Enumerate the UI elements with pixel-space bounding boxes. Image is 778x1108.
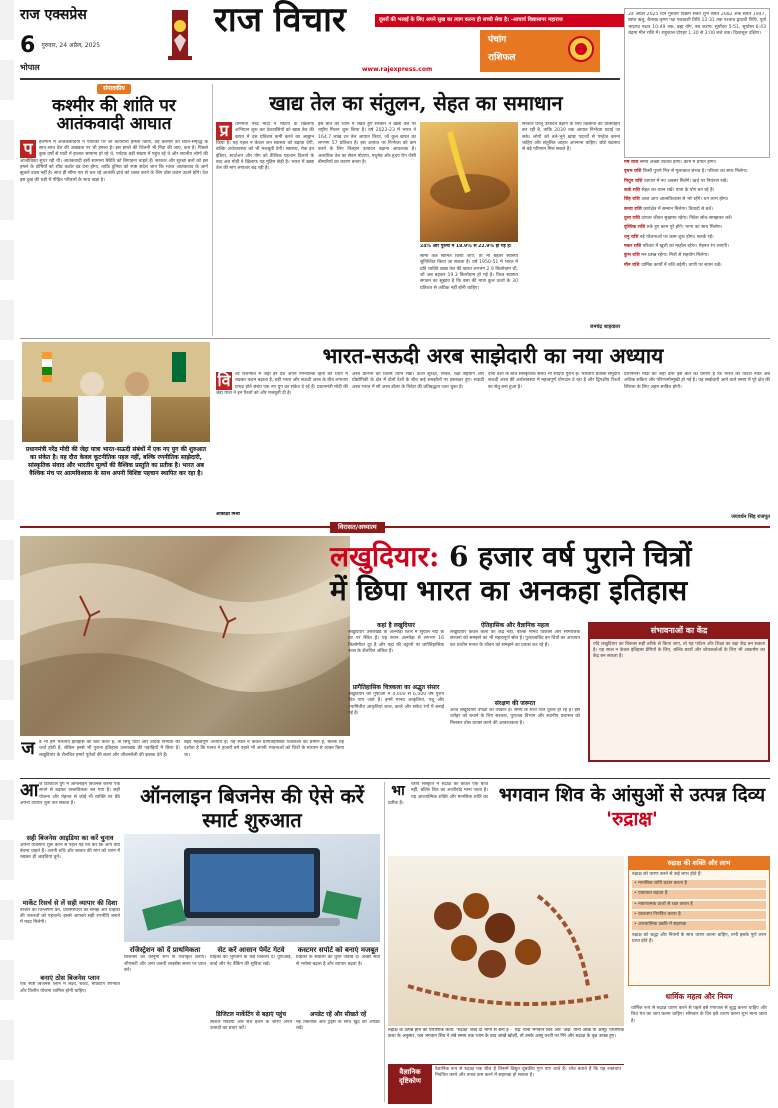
business-card3: कस्टमर सपोर्ट को बनाएं मजबूत ग्राहकों के सवालों का तुरंत जवाब दें। अच्छी सेवा से भरोसा बढ़ता है और व्यापार बढ़ता है। अपडेट रहें और सीखते रहें नई तकनीक और ट्रेंड्स के साथ खुद को अपडेट रखें। — [296, 946, 380, 1031]
saudi-byline: आकांक्षा मिश्रा — [216, 512, 240, 517]
dropcap: वि — [217, 372, 231, 390]
saudi-photo — [22, 342, 210, 442]
subheading: ऐतिहासिक और वैज्ञानिक महत्व — [480, 622, 550, 629]
rashi-item: मकर राशि परिवार में खुशी का माहौल रहेगा। मेहनत रंग लाएगी। — [624, 243, 729, 249]
box-title: रुद्राक्ष की शक्ति और लाभ — [629, 857, 769, 870]
dropcap: प — [20, 140, 36, 158]
date: गुरुवार, 24 अप्रैल, 2025 — [41, 41, 101, 49]
oil-photo — [420, 122, 518, 242]
saudi-col2: अरब प्रतिभा का विशेष ध्यान रखा। ऊर्जा सुरक्षा, निवेश, रक्षा सहयोग और प्रौद्योगिकी के क्षेत्र में दोनों देशों के बीच कई समझौतों पर हस्ताक्षर हुए। सऊदी अरब भारत में सौ अरब डॉलर के निवेश की प्रतिबद्धता जता चुका है। — [352, 372, 484, 390]
heritage-sub2-block: प्रागैतिहासिक चित्रकला का अद्भुत संसार लखुदियार की गुफाओं में 4,000 से 6,000 वर्ष पुराने चित्र पाए जाते हैं। इनमें मानव आकृतियां, पशु और ज्यामितीय आकृतियां लाल, काले और सफेद रंगों में बनाई गई हैं। — [348, 684, 444, 717]
heritage-sub1-block: कहां है लखुदियार लखुदियार उत्तराखंड के अल्मोड़ा जिले में सुयाल नदी के तट पर स्थित है। यह स्थान अल्मोड़ा से लगभग 16 किलोमीटर दूर है और यहां की चट्टानों पर प्रागैतिहासिक काल के शैलचित्र अंकित हैं। — [348, 622, 444, 655]
dropcap: आ — [20, 782, 39, 801]
saudi-col1: वि श्व राजनीति में जहां हर देश अपने रणनीतिक हितों को ध्यान में रखकर कदम बढ़ाता है, वहीं भारत और सऊदी अरब के बीच लगातार प्रगाढ़ होते संबंध एक नए युग का संकेत दे रहे हैं। प्रधानमंत्री मोदी की जेद्दा यात्रा ने इन रिश्तों को और मजबूती दी है। — [216, 372, 348, 396]
rashi-item: वृश्चिक राशि रुके हुए काम पूरे होंगे। भाग्य का साथ मिलेगा। — [624, 225, 723, 231]
heritage-box: संभावनाओं का केंद्र यदि लखुदियार का विकास सही तरीके से किया जाए, तो यह पर्यटन और शिक्षा का बड़ा केंद्र बन सकता है। यह स्थल न केवल इतिहास प्रेमियों के लिए, बल्कि छात्रों और शोधकर्ताओं के लिए भी आकर्षण का केंद्र बन सकता है। — [588, 622, 770, 762]
subheading: सही बिजनेस आइडिया का करें चुनाव — [26, 834, 114, 842]
rashi-item: कर्क राशि सेहत का ध्यान रखें। यात्रा के योग बन रहे हैं। — [624, 187, 715, 193]
science-label: वैज्ञानिक दृष्टिकोण — [388, 1065, 432, 1104]
subheading: बनाएं ठोस बिजनेस प्लान — [40, 973, 100, 982]
rock-painting-photo — [20, 536, 350, 736]
dropcap: भा — [388, 782, 408, 800]
subheading: कहां है लखुदियार — [377, 622, 415, 629]
laptop-photo — [124, 834, 380, 942]
city: भोपाल — [20, 62, 40, 72]
box-title: संभावनाओं का केंद्र — [590, 624, 768, 639]
list-item: • रक्तचाप नियंत्रित करता है — [632, 911, 766, 919]
list-item: • एकाग्रता बढ़ाता है — [632, 890, 766, 898]
list-item: • मानसिक शांति प्रदान करता है — [632, 880, 766, 888]
heritage-label: विरासत/अध्यात्म — [330, 522, 385, 533]
emblem-logo — [166, 10, 194, 68]
oil-headline: खाद्य तेल का संतुलन, सेहत का समाधान — [269, 91, 563, 115]
header-quote — [375, 14, 625, 27]
rashi-item: मेष राशि समय अच्छा व्यतीत होगा। काम में प्रगति होगी। — [624, 160, 717, 165]
heritage-sub4-block: संरक्षण की जरूरत आज लखुदियार उपेक्षा का शिकार है। समय के साथ चित्र धुंधले हो रहे हैं। इस धरोहर को बचाने के लिए सरकार, पुरातत्व विभाग और स्थानीय प्रशासन को मिलकर ठोस प्रयास करने की आवश्यकता है। — [450, 700, 580, 726]
editorial-body: प हलगाम में आतंकवादियों ने पर्यटकों पर जो कायराना हमला किया, वह कश्मीर की शांति-समृद्धि के साथ-साथ देश की अखंडता पर भी हमला है। इस हमले की जितनी भी निंदा की जाए, कम है। पिछले कुछ वर्षों से घाटी में हालात सामान्य हो रहे थे, पर्यटक बड़ी संख्या में पहुंच रहे थे और स्थानीय लोगों की आजीविका सुधर रही थी। आतंकवादी इसी सामान्य स्थिति को बिगाड़ना चाहते हैं। सरकार और सुरक्षा बलों को इस हमले के दोषियों को शीघ्र कठोर दंड देना होगा, ताकि दुनिया को स्पष्ट संदेश जाए कि भारत आतंकवाद के आगे झुकने वाला नहीं है। साथ ही सीमा पार से चल रहे आतंकी ढांचे को ध्वस्त करने के लिए ठोस कदम उठाने होंगे। देश इस दुख की घड़ी में पीड़ित परिवारों के साथ खड़ा है। — [20, 139, 208, 183]
saudi-headline: भारत-सऊदी अरब साझेदारी का नया अध्याय — [322, 343, 664, 368]
subheading: रजिस्ट्रेशन को दें प्राथमिकता — [129, 946, 201, 954]
rashi-item: कुंभ राशि मन प्रसन्न रहेगा। मित्रों से सहयोग मिलेगा। — [624, 253, 709, 259]
science-box: वैज्ञानिक दृष्टिकोण वैज्ञानिक रूप से रुद्राक्ष एक बीज है जिसमें विद्युत चुंबकीय गुण पाए जाते हैं। शोध बताते हैं कि यह रक्तचाप नियंत्रित करने और तनाव कम करने में सहायक हो सकता है। — [388, 1064, 624, 1104]
subheading: सेट करें आसान पेमेंट गेटवे — [217, 946, 285, 954]
oil-col3: सीमा तक सीमित किया जाए, तो भी बेहतर स्वास्थ्य सुनिश्चित किया जा सकता है। वर्ष 1950-51 में भारत में प्रति व्यक्ति खाद्य तेल की खपत लगभग 2.9 किलोग्राम थी, जो अब बढ़कर 19.3 किलोग्राम हो गई है। विश्व स्वास्थ्य संगठन का सुझाव है कि वसा की मात्रा कुल ऊर्जा के 30 प्रतिशत से अधिक नहीं होनी चाहिए। — [420, 254, 518, 291]
rashifal-label: राशिफल — [488, 53, 516, 64]
rudraksha-headline: भगवान शिव के आंसुओं से उत्पन्न दिव्य 'रुद्राक्ष' — [498, 784, 766, 830]
rudraksha-religious-box: धार्मिक महत्व और नियम धार्मिक रूप से रुद्राक्ष धारण करने से पहले इसे गंगाजल से शुद्ध करना चाहिए और शिव मंत्र का जाप करना चाहिए। सोमवार के दिन इसे धारण करना शुभ माना जाता है। — [628, 990, 770, 1104]
rudraksha-caption: रुद्राक्ष के उत्पन्न होने की पौराणिक कथा: 'रुद्राक्ष' शब्द दो भागों से बना है - 'रुद्र' यानी भगवान शिव और 'अक्ष' यानी आंखें या आंसू। पौराणिक कथा के अनुसार, जब भगवान शिव ने लंबे समय तक ध्यान के बाद आंखें खोलीं, तो उनके आंसू धरती पर गिरे और रुद्राक्ष के वृक्ष उत्पन्न हुए। — [388, 1028, 624, 1040]
sun-icon — [566, 34, 596, 64]
oil-author: रामचंद्र शाहवाला — [589, 324, 620, 330]
dropcap: ज — [21, 740, 35, 759]
subheading: कस्टमर सपोर्ट को बनाएं मजबूत — [297, 946, 379, 954]
heritage-body: ज ब भी हम भारतीय इतिहास की बात करते हैं, तो सिंधु घाटी और वैदिक सभ्यता की चर्चा होती है, लेकिन इनसे भी पुराना इतिहास उत्तराखंड की पहाड़ियों में छिपा है। लखुदियार के शैलचित्र हमारे पूर्वजों की कला और जीवनशैली की झलक देते हैं। — [21, 740, 180, 759]
rudraksha-benefits-box: रुद्राक्ष की शक्ति और लाभ रुद्राक्ष को धारण करने से कई लाभ होते हैं: • मानसिक शांति प्रदान करता है • एकाग्रता बढ़ाता है • नकारात्मक ऊर्जा से रक्षा करता है • रक्तचाप नियंत्रित करता है • आध्यात्मिक उन्नति में सहायक रुद्राक्ष को श्रद्धा और नियमों के साथ धारण करना चाहिए, तभी इसके पूर्ण लाभ प्राप्त होते हैं। — [628, 856, 770, 986]
subheading: संरक्षण की जरूरत — [494, 700, 536, 707]
business-intro: आ ज डिजिटल युग में ऑनलाइन बिजनेस करना एक सपने से बढ़कर वास्तविकता बन गया है। सही योजना और मेहनत से कोई भी व्यक्ति घर बैठे अपना व्यापार शुरू कर सकता है। — [20, 782, 120, 806]
list-item: • आध्यात्मिक उन्नति में सहायक — [632, 921, 766, 929]
newspaper-title: राज विचार — [214, 0, 346, 40]
business-card1: रजिस्ट्रेशन को दें प्राथमिकता बिजनेस को कानूनी रूप से पंजीकृत कराएं। जीएसटी और अन्य जरूरी लाइसेंस समय पर प्राप्त करें। — [124, 946, 206, 974]
oil-caption: 24% और पुरुषों में 18.9% से 22.9% हो गई है। — [420, 244, 512, 249]
saudi-col3: दोनों देशों के बीच सांस्कृतिक संबंध भी सदियों पुराने हैं। भारतीय प्रवासी समुदाय सऊदी अरब की अर्थव्यवस्था में महत्वपूर्ण योगदान दे रहा है और द्विपक्षीय रिश्तों का सेतु बना हुआ है। — [488, 372, 620, 390]
oil-col1: प्र धानमंत्री नरेंद्र मोदी ने मोटापे के खिलाफ अभियान शुरू कर देशवासियों को खाद्य तेल की खपत में दस प्रतिशत कमी करने का आह्वान किया है। यह पहल न केवल जन स्वास्थ्य को बढ़ावा देगी, बल्कि अर्थव्यवस्था को भी मजबूती देगी। स्वास्थ्य, मेक इन इंडिया, स्टार्टअप और योग को वैश्विक पहचान दिलाने के बाद अब मोदी ने खिलाफ यह मुहिम छेड़ी है। भारत में खाद्य तेल की मांग लगातार बढ़ रही है। — [216, 122, 314, 172]
editorial-headline: कश्मीर की शांति पर आतंकवादी आघात — [52, 96, 176, 134]
quote-text: दूसरों की भलाई के लिए अपने सुख का त्याग करना ही सच्ची सेवा है। -आचार्य विद्यासागर महाराज — [379, 17, 563, 23]
oil-col4: सरकार घरेलू उत्पादन बढ़ाने के लिए किसानों को प्रोत्साहित कर रही है, ताकि 2030 तक आयात निर्भरता घटाई जा सके। लोगों को तले-भुने खाद्य पदार्थों से परहेज करना चाहिए और संतुलित आहार अपनाना चाहिए। छोटे बदलाव से बड़े परिणाम मिल सकते हैं। — [522, 122, 620, 153]
subheading: प्रागैतिहासिक चित्रकला का अद्भुत संसार — [352, 684, 440, 691]
rashi-item: कन्या राशि कार्यक्षेत्र में सम्मान मिलेगा। विवादों से बचें। — [624, 206, 713, 212]
rashi-item: तुला राशि दांपत्य जीवन सुखमय रहेगा। निवेश सोच-समझकर करें। — [624, 215, 733, 221]
website-url[interactable]: www.rajexpress.com — [362, 66, 433, 73]
rashi-item: धनु राशि नई योजनाओं पर काम शुरू होगा। सतर्क रहें। — [624, 234, 714, 240]
rashi-item: वृषभ राशि किसी पुराने मित्र से मुलाकात संभव है। परिवार का साथ मिलेगा। — [624, 169, 748, 175]
subheading: डिजिटल मार्केटिंग से बढ़ाएं पहुंच — [215, 1011, 287, 1019]
brand-name: राज एक्सप्रेस — [20, 7, 87, 23]
panchang-text: 24 अप्रैल 2025 दिन गुरुवार विक्रम संवत शुभ संवत 2082 शक संवत 1947, वसंत ऋतु, बैशाख कृष्ण पक्ष एकादशी तिथि 12:31 तक पश्चात द्वादशी तिथि, पूर्वा भाद्रपद नक्षत्र 10:49 तक, ब्रह्म योग, बव करण। सूर्योदय 5:51, सूर्यास्त 6:43 चंद्रमा मीन राशि में। राहुकाल दोपहर 1:30 से 3:00 बजे तक। दिशाशूल दक्षिण। — [628, 12, 766, 36]
rashi-item: मिथुन राशि व्यापार में नए अवसर मिलेंगे। खर्च पर नियंत्रण रखें। — [624, 178, 728, 184]
rashi-item: मीन राशि धार्मिक कार्यों में रुचि बढ़ेगी। वाणी पर संयम रखें। — [624, 262, 722, 268]
page-number: 6 — [20, 32, 36, 58]
saudi-author: जयवर्धन सिंह राजपूत — [731, 514, 770, 520]
rudraksha-intro: भा रतीय संस्कृति में रुद्राक्ष को केवल एक बीज नहीं, बल्कि शिव का आशीर्वाद माना जाता है। यह आध्यात्मिक शक्ति और मानसिक शांति का प्रतीक है। — [388, 782, 488, 806]
business-headline: ऑनलाइन बिजनेस की ऐसे करें स्मार्ट शुरुआत — [140, 784, 364, 832]
panchang-label: पंचांग — [488, 35, 507, 45]
box-title: धार्मिक महत्व और नियम — [665, 992, 733, 1001]
heritage-headline: लखुदियार: 6 हजार वर्ष पुराने चित्रों में छिपा भारत का अनकहा इतिहास — [330, 540, 692, 607]
business-card2: सेट करें आसान पेमेंट गेटवे ग्राहकों को भुगतान के कई विकल्प दें। यूपीआई, कार्ड और नेट बैंकिंग की सुविधा रखें। डिजिटल मार्केटिंग से बढ़ाएं पहुंच सोशल मीडिया और सर्च इंजन के जरिए अपने उत्पादों का प्रचार करें। — [210, 946, 292, 1031]
saudi-caption: प्रधानमंत्री नरेंद्र मोदी की जेद्दा यात्रा भारत-सऊदी संबंधों में एक नए युग की शुरुआत का संकेत है। यह दौरा केवल कूटनीतिक पहल नहीं, बल्कि रणनीतिक साझेदारी, सांस्कृतिक संवाद और भारतीय मूल्यों की वैश्विक प्रस्तुति का प्रतीक है। भारत अब वैश्विक मंच पर आत्मविश्वास के साथ अपनी विशिष्ट पहचान स्थापित कर रहा है। — [25, 446, 207, 478]
editorial-section — [20, 84, 208, 336]
rashi-item: सिंह राशि आज आप आत्मविश्वास से भरे रहेंगे। धन लाभ होगा। — [624, 197, 729, 203]
heritage-sub3-block: ऐतिहासिक और वैज्ञानिक महत्व लखुदियार केवल कला का केंद्र नहीं, बल्कि मानव विकास और सामाजिक संरचना को समझने का भी महत्वपूर्ण स्रोत है। पुरातत्वविद इन चित्रों का अध्ययन कर प्राचीन मानव के जीवन को समझने का प्रयास कर रहे हैं। — [450, 622, 580, 648]
subheading: अपडेट रहें और सीखते रहें — [309, 1011, 367, 1019]
left-margin-strip — [0, 0, 14, 1108]
heritage-body2: बेहद महत्वपूर्ण अध्याय है। यह स्थल न केवल प्रागैतिहासिक चित्रकला का प्रमाण है, बल्कि यह दर्शाता है कि मानव ने हजारों वर्ष पहले भी अपनी भावनाओं को चित्रों के माध्यम से व्यक्त किया था। — [184, 740, 344, 758]
benefit-list — [629, 880, 769, 930]
rashifal-list — [624, 160, 770, 328]
list-item: • नकारात्मक ऊर्जा से रक्षा करता है — [632, 901, 766, 909]
rudraksha-photo — [388, 856, 624, 1026]
dropcap: प्र — [216, 122, 232, 140]
editorial-label: संपादकीय — [97, 84, 131, 94]
saudi-col4: प्रधानमंत्री मोदी का जेद्दा दौरा इस बात का प्रमाण है कि भारत की विदेश नीति अब अधिक सक्रिय और परिणामोन्मुखी हो गई है। यह साझेदारी आने वाले समय में पूरे क्षेत्र की स्थिरता के लिए अहम साबित होगी। — [624, 372, 770, 390]
oil-col2: इस बात को ध्यान में रखते हुए सरकार ने खाद्य तेल पर राष्ट्रीय मिशन शुरू किया है। वर्ष 2022-23 में भारत ने 164.7 लाख टन तेल आयात किया, जो कुल खपत का लगभग 57 प्रतिशत है। इस आयात पर निर्भरता को कम करने के लिए तिलहन उत्पादन बढ़ाना आवश्यक है। अत्यधिक तेल का सेवन मोटापा, मधुमेह और हृदय रोग जैसी बीमारियों का कारण बनता है। — [318, 122, 416, 165]
panchang-box — [624, 8, 770, 158]
subheading: मार्केट रिसर्च से लें सही व्यापार की दिशा — [22, 898, 118, 907]
business-left-col: सही बिजनेस आइडिया का करें चुनाव अपना व्यवसाय शुरू करने से पहले यह तय करें कि आप क्या बेचना चाहते हैं। अपनी रुचि और बाजार की मांग को ध्यान में रखकर ही आइडिया चुनें। मार्केट रिसर्च से लें सही व्यापार की दिशा बाजार का विश्लेषण करें, प्रतिस्पर्धियों को समझें और ग्राहकों की जरूरतों को पहचानें। इससे आपको सही रणनीति बनाने में मदद मिलेगी। बनाएं ठोस बिजनेस प्लान एक स्पष्ट बिजनेस प्लान में लक्ष्य, बजट, मार्केटिंग रणनीति और वित्तीय योजना शामिल होनी चाहिए। — [20, 834, 120, 994]
